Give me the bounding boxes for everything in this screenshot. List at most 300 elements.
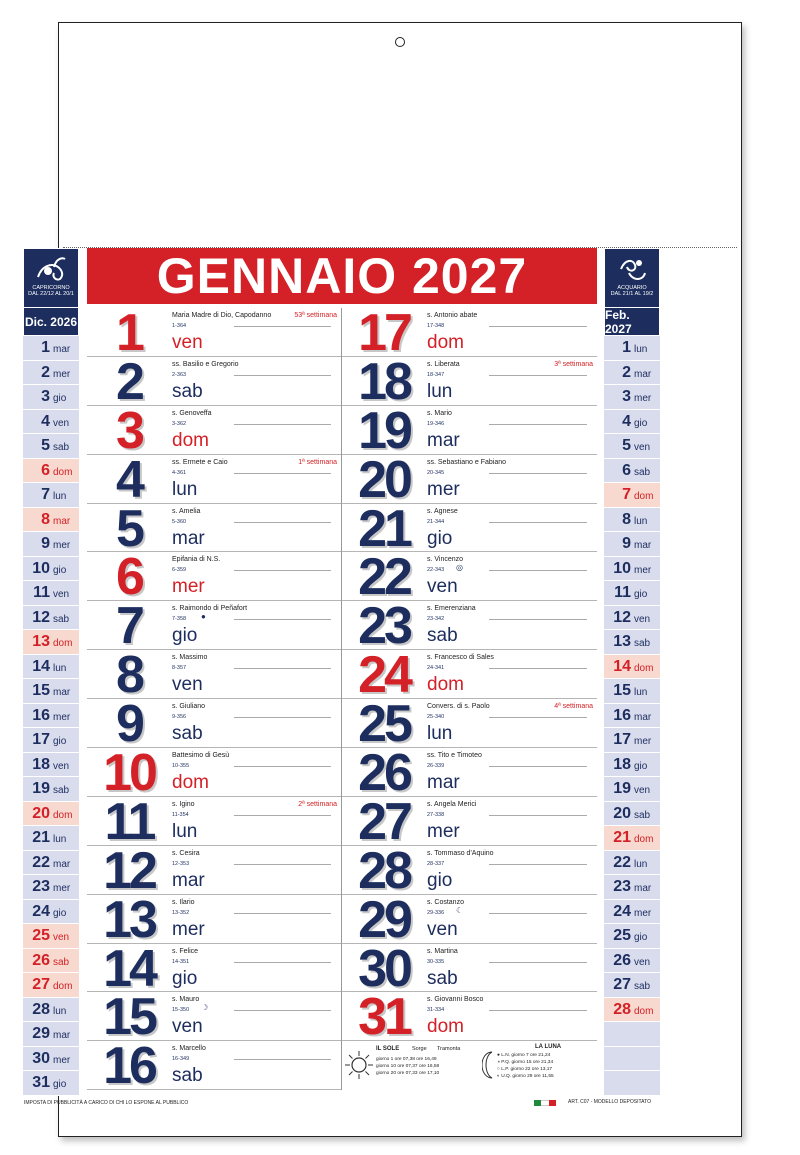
weekday-name: ven xyxy=(427,576,458,598)
side-day-weekday: mer xyxy=(634,907,652,919)
side-day-number: 28 xyxy=(32,1000,50,1018)
side-day-weekday: dom xyxy=(634,1005,654,1017)
side-day xyxy=(23,973,79,998)
side-day xyxy=(23,704,79,729)
side-day-number: 18 xyxy=(32,755,50,773)
day-row xyxy=(87,499,341,558)
day-number: 7 xyxy=(116,597,142,656)
side-day-number: 14 xyxy=(32,657,50,675)
side-day-number: 26 xyxy=(32,951,50,969)
side-day-weekday: ven xyxy=(53,932,70,943)
side-day-number: 9 xyxy=(622,535,631,552)
note-line xyxy=(489,473,587,474)
moon-phase-icon: ● xyxy=(201,612,206,622)
side-day-weekday: mar xyxy=(53,344,71,355)
day-row xyxy=(87,939,341,998)
saint-name: s. Igino xyxy=(172,800,195,808)
sun-moon-info xyxy=(342,1042,597,1092)
side-day xyxy=(604,679,660,704)
saint-name: s. Marcello xyxy=(172,1045,206,1053)
side-day-number: 19 xyxy=(613,780,631,797)
side-day-weekday: ven xyxy=(634,613,651,625)
side-day-number: 20 xyxy=(613,804,631,822)
side-day-number: 17 xyxy=(32,731,50,748)
side-day xyxy=(23,630,79,655)
side-day-weekday: mar xyxy=(634,540,652,551)
day-of-year: 18-347 xyxy=(427,371,445,378)
sun-title: IL SOLE xyxy=(376,1046,400,1052)
saint-name: ss. Tito e Timoteo xyxy=(427,752,482,760)
side-day xyxy=(604,826,660,851)
day-number: 1 xyxy=(116,304,142,362)
side-day-number: 3 xyxy=(622,388,631,405)
side-day-empty xyxy=(604,1022,660,1047)
side-day xyxy=(23,1071,79,1096)
saint-name: ss. Basilio e Gregorio xyxy=(172,360,239,368)
side-day-number: 12 xyxy=(32,608,50,626)
day-of-year: 17-348 xyxy=(427,323,445,329)
week-number: 3ª settimana xyxy=(554,360,593,368)
weekday-name: lun xyxy=(172,478,198,500)
side-day-weekday: mer xyxy=(634,393,652,404)
day-of-year: 2-363 xyxy=(172,371,187,378)
side-day-number: 24 xyxy=(32,902,50,920)
note-line xyxy=(234,962,331,963)
saint-name: s. Angela Merici xyxy=(427,800,477,808)
note-line xyxy=(489,1010,587,1011)
side-day-weekday: mar xyxy=(53,858,71,870)
moon-icon xyxy=(482,1048,496,1082)
saint-name: s. Liberata xyxy=(427,360,460,368)
side-day-weekday: dom xyxy=(634,662,654,674)
side-day-weekday: lun xyxy=(634,344,648,355)
side-day-weekday: sab xyxy=(634,638,651,649)
weekday-name: gio xyxy=(172,625,198,647)
note-line xyxy=(489,619,587,620)
saint-name: s. Cesira xyxy=(172,849,200,857)
note-line xyxy=(234,424,331,425)
day-row xyxy=(87,792,341,851)
week-number: 53ª settimana xyxy=(294,312,337,319)
side-day xyxy=(604,385,660,410)
side-day-weekday: mer xyxy=(53,711,71,723)
day-of-year: 15-350 xyxy=(172,1007,190,1014)
saint-name: s. Costanzo xyxy=(427,898,464,906)
side-day-weekday: mer xyxy=(53,883,71,894)
side-day-weekday: dom xyxy=(53,809,73,821)
day-number: 17 xyxy=(358,304,410,362)
day-row xyxy=(87,304,341,362)
day-of-year: 30-335 xyxy=(427,958,445,965)
note-line xyxy=(234,717,331,718)
side-day-number: 19 xyxy=(32,780,50,797)
day-of-year: 21-344 xyxy=(427,518,445,525)
side-day-number: 8 xyxy=(622,510,631,528)
day-number: 8 xyxy=(116,646,142,705)
side-day-empty xyxy=(604,1071,660,1096)
day-number: 19 xyxy=(358,401,410,460)
side-day-weekday: gio xyxy=(634,932,648,943)
day-row xyxy=(342,548,597,607)
weekday-name: mer xyxy=(172,576,205,598)
weekday-name: mer xyxy=(427,478,460,500)
side-day-weekday: lun xyxy=(53,1005,67,1017)
weekday-name: dom xyxy=(427,674,464,696)
day-number: 22 xyxy=(358,548,410,607)
day-number: 6 xyxy=(116,548,142,607)
day-row xyxy=(87,890,341,949)
side-day-weekday: sab xyxy=(634,981,651,992)
side-day-number: 9 xyxy=(41,535,50,552)
day-of-year: 29-336 xyxy=(427,909,445,916)
side-day xyxy=(23,336,79,361)
day-of-year: 31-334 xyxy=(427,1007,445,1014)
weekday-name: dom xyxy=(427,1016,464,1038)
sun-row: giorno 1 ore 07,38 ore 16,49 xyxy=(376,1057,437,1062)
day-number: 31 xyxy=(358,988,410,1047)
side-day-weekday: mar xyxy=(634,711,652,723)
side-day xyxy=(23,851,79,876)
side-day xyxy=(604,410,660,435)
side-day xyxy=(604,434,660,459)
side-day-number: 14 xyxy=(613,657,631,675)
moon-row: ○ L.P. giorno 22 ore 13,17 xyxy=(497,1067,553,1072)
side-day-number: 5 xyxy=(41,437,50,454)
day-number: 11 xyxy=(104,792,154,851)
side-day xyxy=(23,875,79,900)
weekday-name: mar xyxy=(427,429,460,451)
day-row xyxy=(342,646,597,705)
day-of-year: 28-337 xyxy=(427,860,445,867)
side-day xyxy=(23,581,79,606)
side-day-number: 15 xyxy=(32,682,50,699)
side-day-weekday: ven xyxy=(634,442,651,453)
weekday-name: lun xyxy=(427,380,453,402)
side-day xyxy=(604,753,660,778)
day-number: 2 xyxy=(116,352,142,411)
day-of-year: 10-355 xyxy=(172,763,190,770)
side-day xyxy=(23,777,79,802)
saint-name: s. Massimo xyxy=(172,654,208,662)
side-day xyxy=(23,998,79,1023)
day-row xyxy=(87,401,341,460)
note-line xyxy=(234,326,331,327)
side-day-number: 22 xyxy=(32,853,50,871)
side-day-number: 22 xyxy=(613,853,631,871)
weekday-name: ven xyxy=(172,1016,203,1038)
note-line xyxy=(234,913,331,914)
side-day-number: 4 xyxy=(41,412,50,430)
side-day-weekday: mer xyxy=(634,564,652,576)
side-day-number: 8 xyxy=(41,510,50,528)
side-day xyxy=(604,655,660,680)
side-day-weekday: sab xyxy=(53,442,70,453)
side-day-number: 25 xyxy=(32,927,50,944)
side-day-weekday: mar xyxy=(634,368,652,380)
saint-name: s. Giuliano xyxy=(172,703,206,711)
sun-row: giorno 10 ore 07,37 ore 16,58 xyxy=(376,1064,440,1069)
side-day xyxy=(604,875,660,900)
note-line xyxy=(489,717,587,718)
day-row xyxy=(342,450,597,509)
weekday-name: gio xyxy=(427,869,453,891)
side-day-weekday: gio xyxy=(634,589,648,600)
side-day-empty xyxy=(604,1047,660,1072)
weekday-name: dom xyxy=(172,429,209,451)
saint-name: s. Martina xyxy=(427,947,458,955)
side-day-number: 11 xyxy=(33,584,50,601)
day-of-year: 9-356 xyxy=(172,714,187,721)
side-day xyxy=(604,900,660,925)
moon-row: ◐ U.Q. giorno 29 ore 11,55 xyxy=(497,1074,554,1079)
side-day xyxy=(604,728,660,753)
side-day-weekday: lun xyxy=(634,858,648,870)
next-month-label: Feb. 2027 xyxy=(604,308,660,336)
side-day xyxy=(604,630,660,655)
note-line xyxy=(234,1010,331,1011)
weekday-name: mer xyxy=(427,820,460,842)
weekday-name: sab xyxy=(172,723,203,745)
weekday-name: gio xyxy=(427,527,453,549)
day-number: 27 xyxy=(358,792,410,851)
prev-month-label: Dic. 2026 xyxy=(23,308,79,336)
saint-name: Epifania di N.S. xyxy=(172,556,221,564)
next-month-days xyxy=(604,336,660,1096)
side-day-weekday: ven xyxy=(53,760,70,772)
day-of-year: 27-338 xyxy=(427,811,445,818)
side-day-weekday: gio xyxy=(53,564,67,576)
side-day xyxy=(23,508,79,533)
sun-row: giorno 20 ore 07,33 ore 17,10 xyxy=(376,1071,440,1076)
side-day-weekday: sab xyxy=(53,613,70,625)
sun-table xyxy=(376,1056,439,1077)
moon-phase-icon: ◎ xyxy=(456,563,463,573)
note-line xyxy=(489,668,587,669)
side-day xyxy=(23,826,79,851)
note-line xyxy=(489,864,587,865)
weekday-name: sab xyxy=(427,625,458,647)
saint-name: ss. Ermete e Caio xyxy=(172,458,228,466)
month-title: GENNAIO 2027 xyxy=(87,248,597,304)
side-day-weekday: ven xyxy=(53,417,70,429)
day-of-year: 25-340 xyxy=(427,714,445,721)
day-row xyxy=(342,304,597,362)
side-day-weekday: mar xyxy=(53,1030,71,1041)
moon-title: LA LUNA xyxy=(535,1044,562,1050)
note-line xyxy=(489,326,587,327)
side-day-number: 26 xyxy=(613,951,631,969)
side-day-number: 7 xyxy=(41,486,50,503)
zodiac-sign-dates: DAL 21/1 AL 19/2 xyxy=(610,291,654,297)
side-day-weekday: lun xyxy=(53,834,67,845)
next-month-column xyxy=(604,248,660,1096)
side-day xyxy=(23,1022,79,1047)
side-day-number: 10 xyxy=(613,559,631,577)
side-day xyxy=(23,728,79,753)
side-day-number: 21 xyxy=(32,829,50,846)
day-number: 15 xyxy=(103,988,155,1047)
day-of-year: 8-357 xyxy=(172,665,187,672)
saint-name: s. Giovanni Bosco xyxy=(427,996,484,1004)
footer-tax-note: IMPOSTA DI PUBBLICITÀ A CARICO DI CHI LO ESPONE AL PUBBLICO xyxy=(24,1100,189,1106)
side-day xyxy=(604,802,660,827)
side-day-weekday: mer xyxy=(53,540,71,551)
side-day-number: 24 xyxy=(613,902,631,920)
side-day-weekday: dom xyxy=(634,834,654,845)
side-day xyxy=(604,777,660,802)
side-day-number: 4 xyxy=(622,412,631,430)
day-number: 25 xyxy=(358,695,410,754)
day-row xyxy=(87,695,341,754)
day-number: 4 xyxy=(116,450,142,509)
side-day-weekday: dom xyxy=(634,491,654,502)
saint-name: Maria Madre di Dio, Capodanno xyxy=(172,312,272,319)
week-number: 4ª settimana xyxy=(554,703,593,711)
day-of-year: 6-359 xyxy=(172,567,187,574)
side-day xyxy=(23,361,79,386)
note-line xyxy=(234,864,331,865)
day-number: 28 xyxy=(358,841,410,900)
day-of-year: 12-353 xyxy=(172,860,190,867)
day-row xyxy=(342,352,597,411)
day-row xyxy=(87,548,341,607)
side-day-weekday: dom xyxy=(53,981,73,992)
side-day xyxy=(23,655,79,680)
side-day-number: 17 xyxy=(613,731,631,748)
side-day-number: 6 xyxy=(41,461,50,479)
side-day xyxy=(604,508,660,533)
day-of-year: 20-345 xyxy=(427,469,445,476)
side-day xyxy=(604,581,660,606)
note-line xyxy=(234,375,331,376)
side-day xyxy=(604,606,660,631)
side-day-number: 23 xyxy=(32,878,50,895)
footer-article-code: ART. C07 - MODELLO DEPOSITATO xyxy=(568,1099,651,1105)
side-day xyxy=(604,949,660,974)
saint-name: s. Ilario xyxy=(172,898,195,906)
side-day-number: 7 xyxy=(622,486,631,503)
moon-phase-icon: ☾ xyxy=(456,905,464,915)
note-line xyxy=(234,668,331,669)
day-row xyxy=(342,401,597,460)
day-of-year: 24-341 xyxy=(427,665,445,672)
weekday-name: mar xyxy=(172,527,205,549)
saint-name: s. Raimondo di Peñafort xyxy=(172,605,248,613)
day-number: 29 xyxy=(358,890,410,949)
saint-name: s. Mauro xyxy=(172,996,200,1004)
side-day xyxy=(23,900,79,925)
day-of-year: 19-346 xyxy=(427,420,445,427)
day-number: 13 xyxy=(103,890,155,949)
weekday-name: sab xyxy=(172,1065,203,1087)
note-line xyxy=(489,766,587,767)
saint-name: s. Antonio abate xyxy=(427,312,478,319)
sun-rise-header: Sorge xyxy=(412,1046,427,1052)
days-column-1 xyxy=(87,304,342,1096)
side-day xyxy=(23,606,79,631)
side-day-weekday: lun xyxy=(53,662,67,674)
side-day xyxy=(23,483,79,508)
side-day xyxy=(604,973,660,998)
italian-flag-icon xyxy=(534,1100,556,1106)
side-day-weekday: gio xyxy=(634,417,648,429)
side-day-weekday: mer xyxy=(53,368,71,380)
day-row xyxy=(342,890,597,949)
side-day-number: 29 xyxy=(32,1025,50,1042)
day-number: 23 xyxy=(358,597,410,656)
side-day xyxy=(23,753,79,778)
prev-month-days xyxy=(23,336,79,1096)
day-number: 10 xyxy=(103,744,155,803)
prev-month-column xyxy=(23,248,79,1096)
side-day xyxy=(23,924,79,949)
saint-name: s. Emerenziana xyxy=(427,605,476,613)
side-day xyxy=(604,557,660,582)
side-day-weekday: gio xyxy=(53,736,67,747)
day-of-year: 16-349 xyxy=(172,1056,190,1063)
side-day xyxy=(604,998,660,1023)
note-line xyxy=(234,522,331,523)
note-line xyxy=(489,522,587,523)
side-day xyxy=(23,385,79,410)
weekday-name: sab xyxy=(172,380,203,402)
day-row xyxy=(87,744,341,803)
side-day-number: 16 xyxy=(32,706,50,724)
moon-row: ◑ P.Q. giorno 15 ore 21,34 xyxy=(497,1060,554,1065)
side-day-weekday: dom xyxy=(53,466,73,478)
side-day-weekday: mar xyxy=(634,883,652,894)
day-row xyxy=(342,841,597,900)
note-line xyxy=(489,962,587,963)
side-day-number: 13 xyxy=(613,633,631,650)
side-day-weekday: lun xyxy=(634,515,648,527)
aquarius-icon xyxy=(615,255,649,283)
side-day-weekday: mar xyxy=(53,687,71,698)
moon-row: ● L.N. giorno 7 ore 21,24 xyxy=(497,1053,551,1058)
weekday-name: sab xyxy=(427,967,458,989)
weekday-name: lun xyxy=(427,723,453,745)
saint-name: s. Agnese xyxy=(427,507,458,515)
saint-name: s. Genoveffa xyxy=(172,409,212,417)
side-day-weekday: ven xyxy=(634,956,651,968)
side-day xyxy=(604,361,660,386)
day-row xyxy=(87,597,341,656)
weekday-name: ven xyxy=(172,332,203,353)
side-day xyxy=(23,949,79,974)
zodiac-aquarius xyxy=(604,248,660,308)
saint-name: s. Felice xyxy=(172,947,199,955)
side-day xyxy=(23,532,79,557)
day-number: 18 xyxy=(358,352,410,411)
side-day xyxy=(23,679,79,704)
side-day-number: 30 xyxy=(32,1049,50,1067)
day-row xyxy=(87,450,341,509)
day-of-year: 1-364 xyxy=(172,323,187,329)
day-row xyxy=(87,352,341,411)
weekday-name: ven xyxy=(427,918,458,940)
side-day xyxy=(604,704,660,729)
saint-name: s. Mario xyxy=(427,409,452,417)
side-day-number: 2 xyxy=(622,363,631,381)
side-day-weekday: gio xyxy=(634,760,648,772)
note-line xyxy=(234,619,331,620)
side-day-weekday: mar xyxy=(53,515,71,527)
side-day xyxy=(604,851,660,876)
day-of-year: 11-354 xyxy=(172,811,189,818)
zodiac-sign-dates: DAL 22/12 AL 20/1 xyxy=(28,291,74,297)
side-day-number: 20 xyxy=(32,804,50,822)
zodiac-sign-name: CAPRICORNO xyxy=(32,285,70,291)
